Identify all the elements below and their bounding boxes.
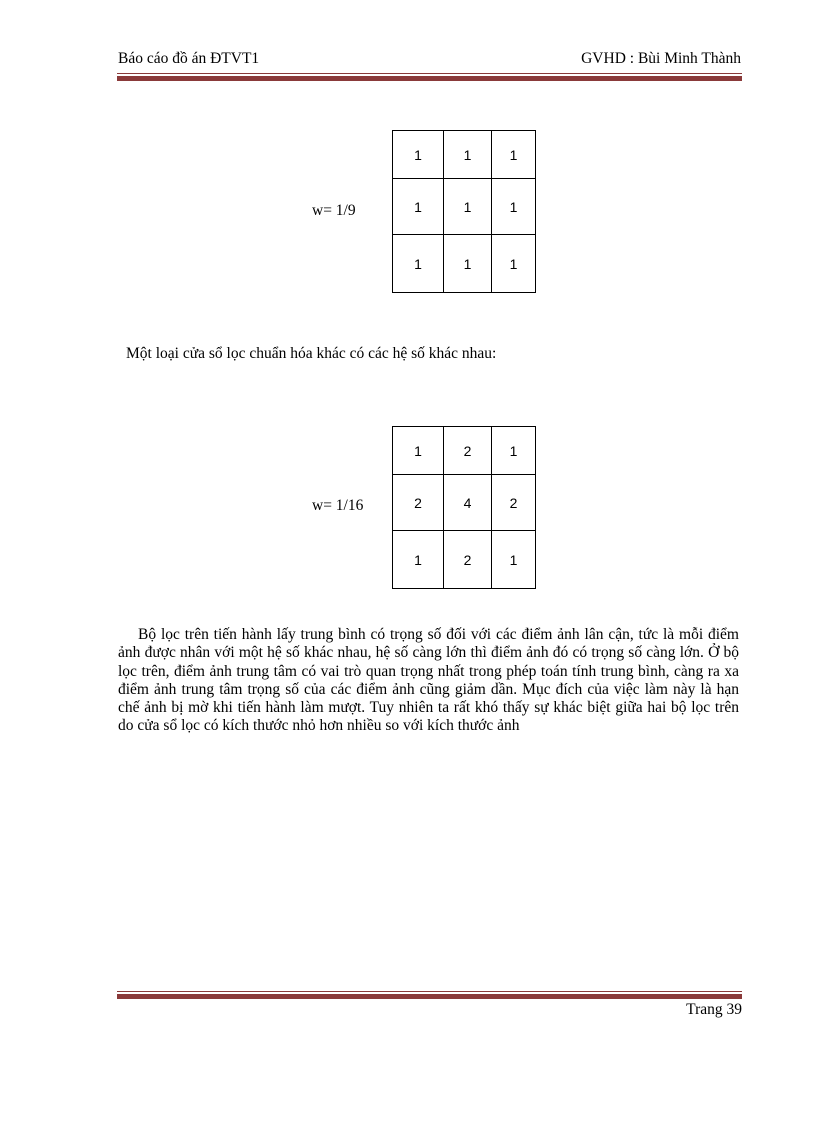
kernel-cell: 2 <box>444 427 492 475</box>
kernel-cell: 1 <box>393 531 444 589</box>
kernel-cell: 1 <box>444 131 492 179</box>
kernel-cell: 1 <box>444 235 492 293</box>
kernel-cell: 1 <box>393 131 444 179</box>
kernel-cell: 1 <box>492 235 536 293</box>
filter1-weight-label: w= 1/9 <box>312 202 356 219</box>
page-number: Trang 39 <box>686 1001 742 1018</box>
kernel-cell: 1 <box>393 179 444 235</box>
kernel-cell: 1 <box>492 531 536 589</box>
intro-sentence: Một loại cửa sổ lọc chuẩn hóa khác có các hệ số khác nhau: <box>126 345 497 362</box>
body-paragraph: Bộ lọc trên tiến hành lấy trung bình có trọng số đối với các điểm ảnh lân cận, tức là mỗi điểm ảnh được nhân với một hệ số khác nhau, hệ số càng lớn thì điểm ảnh đó có trọng số càng lớn. Ở bộ lọc trên, điểm ảnh trung tâm có vai trò quan trọng nhất trong phép toán tính trung bình, càng ra xa điểm ảnh trung tâm trọng số của các điểm ảnh cũng giảm dần. Mục đích của việc làm này là hạn chế ảnh bị mờ khi tiến hành làm mượt. Tuy nhiên ta rất khó thấy sự khác biệt giữa hai bộ lọc trên do cửa sổ lọc có kích thước nhỏ hơn nhiều so với kích thước ảnh <box>118 626 739 735</box>
filter1-kernel-grid <box>392 130 536 293</box>
kernel-cell: 1 <box>393 427 444 475</box>
kernel-cell: 1 <box>492 131 536 179</box>
kernel-cell: 2 <box>393 475 444 531</box>
footer-rule <box>117 991 742 999</box>
filter2-kernel-grid <box>392 426 536 589</box>
filter2-weight-label: w= 1/16 <box>312 497 364 514</box>
kernel-cell: 4 <box>444 475 492 531</box>
header-title: Báo cáo đồ án ĐTVT1 <box>118 50 260 67</box>
kernel-cell: 1 <box>492 179 536 235</box>
kernel-cell: 2 <box>492 475 536 531</box>
header-advisor: GVHD : Bùi Minh Thành <box>581 50 741 67</box>
header-rule <box>117 73 742 81</box>
kernel-cell: 1 <box>444 179 492 235</box>
kernel-cell: 1 <box>492 427 536 475</box>
kernel-cell: 1 <box>393 235 444 293</box>
kernel-cell: 2 <box>444 531 492 589</box>
